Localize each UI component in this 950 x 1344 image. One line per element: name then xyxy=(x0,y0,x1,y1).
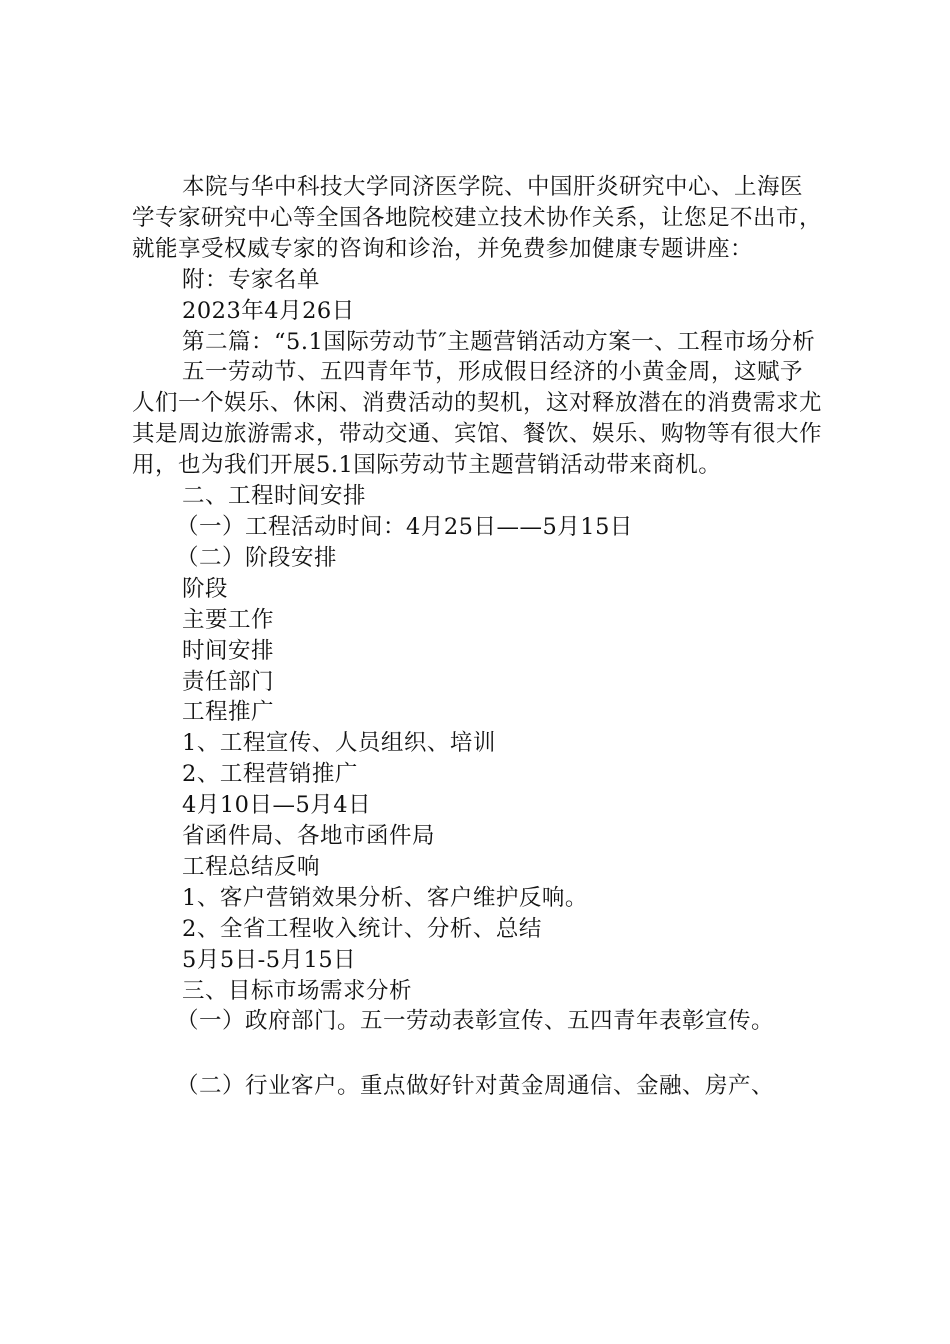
government-item: （一）政府部门。五一劳动表彰宣传、五四青年表彰宣传。 xyxy=(176,1008,775,1035)
activity-time-line: （一）工程活动时间：4月25日——5月15日 xyxy=(176,513,633,540)
intro-paragraph: 本院与华中科技大学同济医学院、中国肝炎研究中心、上海医学专家研究中心等全国各地院校建立技术协作关系，让您足不出市，就能享受权威专家的咨询和诊治，并免费参加健康专题讲座： xyxy=(132,174,823,262)
market-analysis-heading: 三、目标市场需求分析 xyxy=(182,977,413,1004)
table-cell-promotion-stage: 工程推广 xyxy=(182,699,275,726)
stage-arrangement-heading: （二）阶段安排 xyxy=(176,544,338,571)
table-cell-time-header: 时间安排 xyxy=(182,637,275,664)
paragraph-gap xyxy=(132,1037,822,1071)
attachment-line: 附：专家名单 xyxy=(182,266,321,293)
table-cell-stage-header: 阶段 xyxy=(182,575,229,602)
table-cell-summary-work-2: 2、全省工程收入统计、分析、总结 xyxy=(182,915,542,942)
industry-item: （二）行业客户。重点做好针对黄金周通信、金融、房产、 xyxy=(176,1073,775,1100)
table-cell-promotion-work-2: 2、工程营销推广 xyxy=(182,761,358,788)
table-cell-department-header: 责任部门 xyxy=(182,668,275,695)
table-cell-summary-stage: 工程总结反响 xyxy=(182,853,321,880)
date-line: 2023年4月26日 xyxy=(182,297,355,324)
table-cell-main-work-header: 主要工作 xyxy=(182,606,275,633)
schedule-heading: 二、工程时间安排 xyxy=(182,483,367,510)
document-body xyxy=(132,172,822,1102)
table-cell-promotion-work-1: 1、工程宣传、人员组织、培训 xyxy=(182,730,496,757)
table-cell-summary-work-1: 1、客户营销效果分析、客户维护反响。 xyxy=(182,884,588,911)
analysis-paragraph: 五一劳动节、五四青年节，形成假日经济的小黄金周，这赋予人们一个娱乐、休闲、消费活动的契机，这对释放潜在的消费需求尤其是周边旅游需求，带动交通、宾馆、餐饮、娱乐、购物等有很大作用，也为我们开展5.1国际劳动节主题营销活动带来商机。 xyxy=(132,359,823,479)
section-heading-paragraph: 第二篇：“5.1国际劳动节″主题营销活动方案一、工程市场分析 xyxy=(182,328,816,355)
table-cell-promotion-time: 4月10日—5月4日 xyxy=(182,792,372,819)
table-cell-summary-time: 5月5日-5月15日 xyxy=(182,946,357,973)
table-cell-promotion-department: 省函件局、各地市函件局 xyxy=(182,823,436,850)
